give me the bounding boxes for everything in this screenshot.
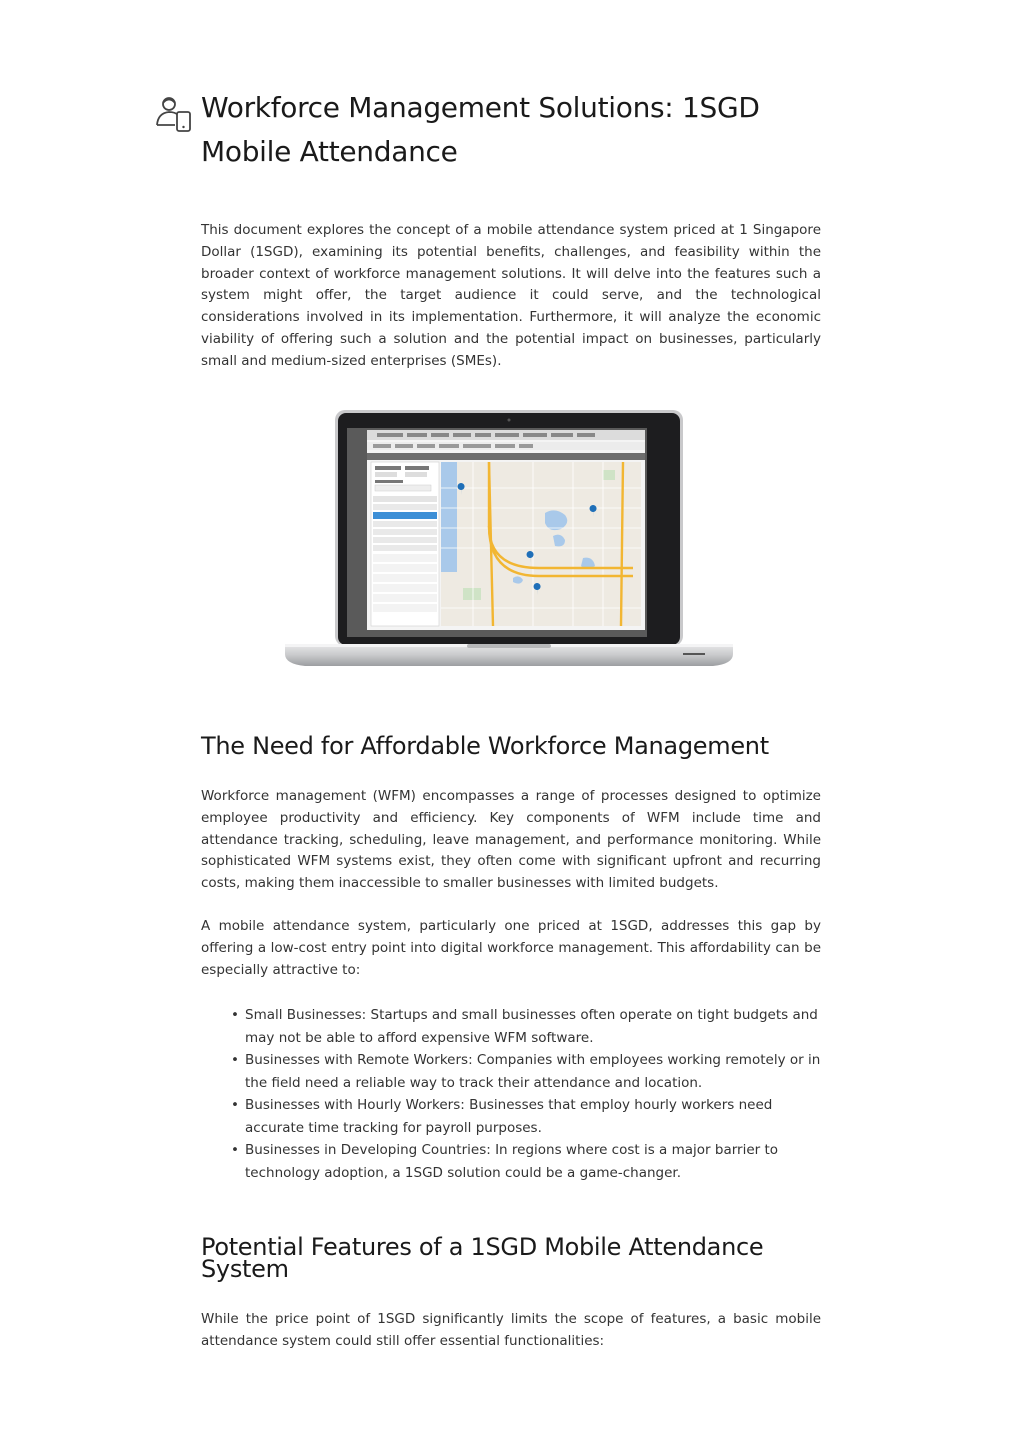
- intro-paragraph: This document explores the concept of a mobile attendance system priced at 1 Singapore Dollar (1SGD), examining its potential benefits, challenges, and feasibility within the broader context of workforce management solutions. It will delve into the features such a system might offer, the target audience it could serve, and the technological considerations involved in its implementation. Furthermore, it will analyze the economic viability of offering such a solution and the potential impact on businesses, particularly small and medium-sized enterprises (SMEs).: [201, 222, 821, 369]
- section-heading-need: The Need for Affordable Workforce Management: [201, 732, 769, 760]
- list-item: [228, 1004, 823, 1049]
- page-title: Workforce Management Solutions: 1SGD Mobile Attendance: [201, 91, 760, 168]
- list-item: [228, 1049, 823, 1094]
- list-item-text: Businesses with Hourly Workers: Businesses that employ hourly workers need accurate time tracking for payroll purposes.: [245, 1097, 773, 1136]
- section2-paragraph-1: While the price point of 1SGD significantly limits the scope of features, a basic mobile attendance system could still offer essential functionalities:: [201, 1311, 821, 1349]
- bullet-marker: •: [231, 1097, 239, 1113]
- bullet-marker: •: [231, 1052, 239, 1068]
- bullet-marker: •: [231, 1142, 239, 1158]
- laptop-map-illustration: [283, 408, 735, 670]
- list-item-text: Businesses with Remote Workers: Companies with employees working remotely or in the field need a reliable way to track their attendance and location.: [245, 1052, 821, 1091]
- section-heading-features: Potential Features of a 1SGD Mobile Attendance System: [201, 1233, 764, 1283]
- bullet-marker: •: [231, 1007, 239, 1023]
- list-item: [228, 1094, 823, 1139]
- list-item-text: Small Businesses: Startups and small businesses often operate on tight budgets and may not be able to afford expensive WFM software.: [245, 1007, 818, 1046]
- list-item-text: Businesses in Developing Countries: In regions where cost is a major barrier to technology adoption, a 1SGD solution could be a game-changer.: [245, 1142, 779, 1181]
- section1-paragraph-2: A mobile attendance system, particularly one priced at 1SGD, addresses this gap by offering a low-cost entry point into digital workforce management. This affordability can be especially attractive to:: [201, 918, 821, 978]
- user-mobile-icon: [155, 95, 195, 133]
- section1-paragraph-1: Workforce management (WFM) encompasses a range of processes designed to optimize employee productivity and efficiency. Key components of WFM include time and attendance tracking, scheduling, leave management, and performance monitoring. While sophisticated WFM systems exist, they often come with significant upfront and recurring costs, making them inaccessible to smaller businesses with limited budgets.: [201, 788, 821, 892]
- audience-list: [228, 1004, 823, 1184]
- list-item: [228, 1139, 823, 1184]
